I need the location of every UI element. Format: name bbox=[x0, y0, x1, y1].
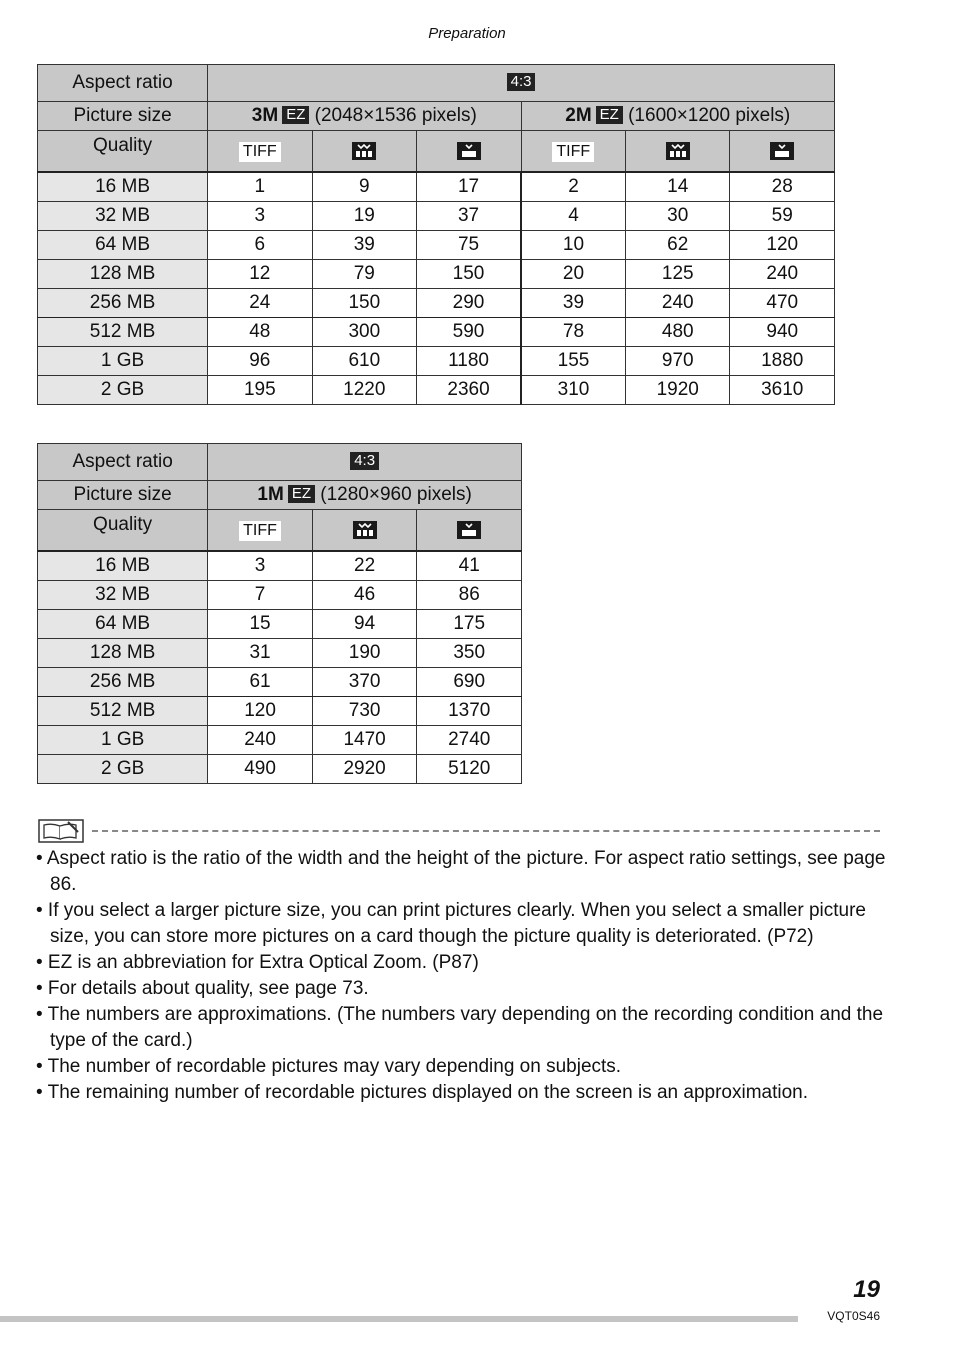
table-row bbox=[38, 202, 835, 231]
picture-count: 970 bbox=[625, 347, 729, 376]
note-item: • The number of recordable pictures may vary depending on subjects. bbox=[36, 1056, 622, 1077]
table-row bbox=[38, 318, 835, 347]
size-label: Picture size bbox=[38, 102, 208, 131]
picture-count: 62 bbox=[625, 231, 729, 260]
picture-count: 59 bbox=[730, 202, 835, 231]
picture-count: 96 bbox=[208, 347, 312, 376]
size-pixels: (1600×1200 pixels) bbox=[628, 105, 791, 126]
picture-count: 22 bbox=[312, 551, 417, 581]
picture-count: 2360 bbox=[417, 376, 521, 405]
page-number: 19 bbox=[853, 1276, 880, 1303]
quality-cell bbox=[417, 131, 521, 173]
picture-count: 490 bbox=[208, 755, 313, 784]
notes-list bbox=[36, 846, 886, 1106]
picture-count: 12 bbox=[208, 260, 312, 289]
size-label: Picture size bbox=[38, 481, 208, 510]
picture-count: 590 bbox=[417, 318, 521, 347]
picture-count: 125 bbox=[625, 260, 729, 289]
card-capacity: 16 MB bbox=[38, 551, 208, 581]
quality-label: Quality bbox=[38, 510, 208, 552]
memo-book-icon bbox=[38, 818, 86, 844]
size-name: 3M bbox=[251, 105, 279, 126]
note-item: • EZ is an abbreviation for Extra Optical Zoom. (P87) bbox=[36, 952, 479, 973]
table-row bbox=[38, 697, 522, 726]
aspect-value: 4:3 bbox=[507, 73, 536, 91]
quality-cell bbox=[521, 131, 625, 173]
quality-cell bbox=[208, 131, 312, 173]
picture-count: 350 bbox=[417, 639, 522, 668]
picture-count: 9 bbox=[312, 172, 416, 202]
note-item: • Aspect ratio is the ratio of the width and the height of the picture. For aspect ratio settings, see page 86. bbox=[36, 848, 886, 895]
tiff-badge: TIFF bbox=[239, 521, 281, 541]
table-row bbox=[38, 610, 522, 639]
picture-size-cell bbox=[208, 481, 522, 510]
picture-count: 86 bbox=[417, 581, 522, 610]
picture-count: 310 bbox=[521, 376, 625, 405]
picture-count: 19 bbox=[312, 202, 416, 231]
picture-count: 1370 bbox=[417, 697, 522, 726]
table-row bbox=[38, 668, 522, 697]
dashed-divider bbox=[92, 830, 880, 832]
picture-count: 1920 bbox=[625, 376, 729, 405]
picture-count: 240 bbox=[208, 726, 313, 755]
picture-count: 610 bbox=[312, 347, 416, 376]
table-row bbox=[38, 172, 835, 202]
fine-icon bbox=[350, 141, 378, 161]
picture-count: 78 bbox=[521, 318, 625, 347]
picture-count: 120 bbox=[730, 231, 835, 260]
picture-count: 370 bbox=[312, 668, 417, 697]
picture-count: 120 bbox=[208, 697, 313, 726]
card-capacity: 64 MB bbox=[38, 610, 208, 639]
ez-badge: EZ bbox=[288, 485, 315, 503]
card-capacity: 256 MB bbox=[38, 668, 208, 697]
size-row bbox=[38, 481, 522, 510]
quality-cell bbox=[312, 510, 417, 552]
note-item: • If you select a larger picture size, you can print pictures clearly. When you select a smaller picture size, you can store more pictures on a card though the picture quality is deteriorated. (P72) bbox=[36, 900, 866, 947]
card-capacity: 512 MB bbox=[38, 318, 208, 347]
size-pixels: (2048×1536 pixels) bbox=[314, 105, 477, 126]
picture-count: 1 bbox=[208, 172, 312, 202]
aspect-row bbox=[38, 65, 835, 102]
picture-count: 2740 bbox=[417, 726, 522, 755]
size-pixels: (1280×960 pixels) bbox=[320, 484, 472, 505]
table-row bbox=[38, 755, 522, 784]
aspect-cell bbox=[208, 65, 835, 102]
card-capacity: 1 GB bbox=[38, 347, 208, 376]
picture-count: 20 bbox=[521, 260, 625, 289]
picture-count: 46 bbox=[312, 581, 417, 610]
picture-count: 31 bbox=[208, 639, 313, 668]
card-capacity: 32 MB bbox=[38, 202, 208, 231]
picture-count: 150 bbox=[312, 289, 416, 318]
picture-count: 3 bbox=[208, 551, 313, 581]
fine-icon bbox=[351, 520, 379, 540]
picture-count: 290 bbox=[417, 289, 521, 318]
aspect-value: 4:3 bbox=[350, 452, 379, 470]
picture-count: 190 bbox=[312, 639, 417, 668]
standard-icon bbox=[455, 520, 483, 540]
size-name: 1M bbox=[257, 484, 284, 505]
picture-count: 75 bbox=[417, 231, 521, 260]
picture-count: 470 bbox=[730, 289, 835, 318]
picture-count: 37 bbox=[417, 202, 521, 231]
picture-count: 10 bbox=[521, 231, 625, 260]
picture-size-cell bbox=[521, 102, 834, 131]
picture-count: 1880 bbox=[730, 347, 835, 376]
table-row bbox=[38, 231, 835, 260]
note-item: • The numbers are approximations. (The numbers vary depending on the recording condition and the type of the card.) bbox=[36, 1004, 884, 1051]
quality-row bbox=[38, 510, 522, 552]
quality-row bbox=[38, 131, 835, 173]
aspect-cell bbox=[208, 444, 522, 481]
quality-cell bbox=[730, 131, 835, 173]
picture-count: 175 bbox=[417, 610, 522, 639]
ez-badge: EZ bbox=[282, 106, 309, 124]
card-capacity: 2 GB bbox=[38, 755, 208, 784]
card-capacity: 512 MB bbox=[38, 697, 208, 726]
card-capacity: 2 GB bbox=[38, 376, 208, 405]
picture-count: 30 bbox=[625, 202, 729, 231]
picture-count: 7 bbox=[208, 581, 313, 610]
card-capacity: 1 GB bbox=[38, 726, 208, 755]
picture-count: 240 bbox=[625, 289, 729, 318]
card-capacity: 32 MB bbox=[38, 581, 208, 610]
picture-count: 150 bbox=[417, 260, 521, 289]
picture-count: 240 bbox=[730, 260, 835, 289]
picture-count: 155 bbox=[521, 347, 625, 376]
picture-count: 195 bbox=[208, 376, 312, 405]
size-name: 2M bbox=[565, 105, 592, 126]
card-capacity: 128 MB bbox=[38, 260, 208, 289]
standard-icon bbox=[768, 141, 796, 161]
picture-count: 2920 bbox=[312, 755, 417, 784]
picture-count: 39 bbox=[521, 289, 625, 318]
quality-label: Quality bbox=[38, 131, 208, 173]
picture-count: 3610 bbox=[730, 376, 835, 405]
note-item: • The remaining number of recordable pictures displayed on the screen is an approximation. bbox=[36, 1082, 809, 1103]
table-row bbox=[38, 289, 835, 318]
aspect-row bbox=[38, 444, 522, 481]
picture-size-cell bbox=[208, 102, 521, 131]
card-capacity: 64 MB bbox=[38, 231, 208, 260]
picture-count: 61 bbox=[208, 668, 313, 697]
note-item: • For details about quality, see page 73. bbox=[36, 978, 369, 999]
table-row bbox=[38, 260, 835, 289]
footer-bar bbox=[0, 1316, 798, 1322]
card-capacity: 16 MB bbox=[38, 172, 208, 202]
table-row bbox=[38, 581, 522, 610]
picture-count: 1470 bbox=[312, 726, 417, 755]
picture-count: 6 bbox=[208, 231, 312, 260]
standard-icon bbox=[455, 141, 483, 161]
picture-count: 1220 bbox=[312, 376, 416, 405]
quality-cell bbox=[312, 131, 416, 173]
fine-icon bbox=[664, 141, 692, 161]
aspect-label: Aspect ratio bbox=[38, 65, 208, 102]
picture-count: 17 bbox=[417, 172, 521, 202]
picture-count: 300 bbox=[312, 318, 416, 347]
tiff-badge: TIFF bbox=[239, 142, 281, 162]
card-capacity: 128 MB bbox=[38, 639, 208, 668]
picture-count: 79 bbox=[312, 260, 416, 289]
table-row bbox=[38, 639, 522, 668]
ez-badge: EZ bbox=[596, 106, 623, 124]
picture-count: 14 bbox=[625, 172, 729, 202]
picture-count: 28 bbox=[730, 172, 835, 202]
table-row bbox=[38, 347, 835, 376]
quality-cell bbox=[208, 510, 313, 552]
picture-count: 5120 bbox=[417, 755, 522, 784]
quality-cell bbox=[417, 510, 522, 552]
picture-count: 15 bbox=[208, 610, 313, 639]
capacity-table-small bbox=[37, 443, 522, 784]
picture-count: 24 bbox=[208, 289, 312, 318]
notes-header bbox=[38, 818, 880, 844]
picture-count: 730 bbox=[312, 697, 417, 726]
card-capacity: 256 MB bbox=[38, 289, 208, 318]
table-row bbox=[38, 551, 522, 581]
picture-count: 690 bbox=[417, 668, 522, 697]
picture-count: 3 bbox=[208, 202, 312, 231]
picture-count: 480 bbox=[625, 318, 729, 347]
table-row bbox=[38, 376, 835, 405]
picture-count: 48 bbox=[208, 318, 312, 347]
picture-count: 2 bbox=[521, 172, 625, 202]
capacity-table-large bbox=[37, 64, 835, 405]
picture-count: 1180 bbox=[417, 347, 521, 376]
picture-count: 940 bbox=[730, 318, 835, 347]
picture-count: 39 bbox=[312, 231, 416, 260]
aspect-label: Aspect ratio bbox=[38, 444, 208, 481]
size-row bbox=[38, 102, 835, 131]
picture-count: 94 bbox=[312, 610, 417, 639]
picture-count: 4 bbox=[521, 202, 625, 231]
picture-count: 41 bbox=[417, 551, 522, 581]
table-row bbox=[38, 726, 522, 755]
section-header: Preparation bbox=[428, 25, 506, 42]
tiff-badge: TIFF bbox=[552, 142, 594, 162]
document-code: VQT0S46 bbox=[827, 1309, 880, 1323]
quality-cell bbox=[625, 131, 729, 173]
